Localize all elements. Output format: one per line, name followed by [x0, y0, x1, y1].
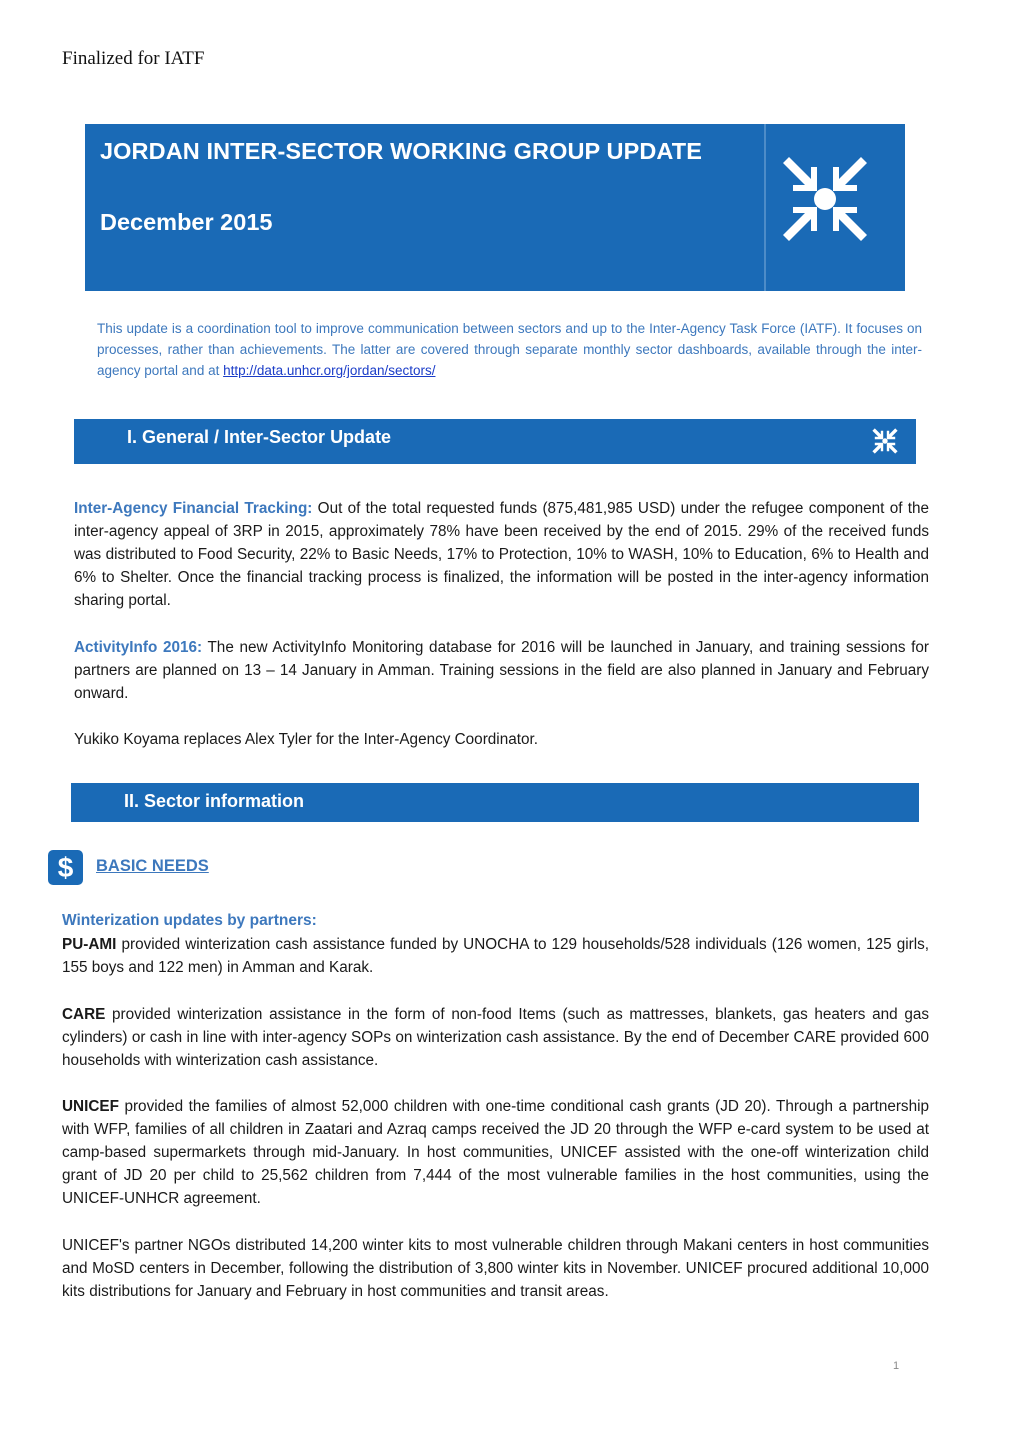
unicef-paragraph	[62, 1095, 929, 1210]
winterization-heading: Winterization updates by partners:	[62, 912, 317, 929]
puami-paragraph	[62, 933, 929, 979]
care-label: CARE	[62, 1006, 106, 1023]
activityinfo-paragraph	[74, 636, 929, 705]
unicef-label: UNICEF	[62, 1098, 119, 1115]
document-title: JORDAN INTER-SECTOR WORKING GROUP UPDATE	[100, 138, 702, 164]
banner-divider	[764, 124, 766, 291]
puami-label: PU-AMI	[62, 936, 117, 953]
intro-paragraph	[97, 318, 922, 381]
financial-tracking-label: Inter-Agency Financial Tracking:	[74, 500, 313, 517]
intro-text: This update is a coordination tool to improve communication between sectors and up to the Inter-Agency Task Force (IATF). It focuses on processes, rather than achievements. The latter are covered through separate monthly sector dashboards, available through the inter-agency portal and at	[97, 321, 922, 378]
converging-arrows-icon	[870, 426, 900, 456]
activityinfo-label: ActivityInfo 2016:	[74, 639, 203, 656]
page-number: 1	[893, 1360, 900, 1372]
unicef-text: provided the families of almost 52,000 children with one-time conditional cash grants (JD 20). Through a partnership with WFP, families of all children in Zaatari and Azraq camps received the JD 20 through the WFP e-card system to be used at camp-based supermarkets through mid-January. In host communities, UNICEF assisted with the one-off winterization child grant of JD 20 per child to 25,562 children from 7,444 of the most vulnerable families in the host communities, using the UNICEF-UNHCR agreement.	[62, 1098, 929, 1207]
coordinator-paragraph: Yukiko Koyama replaces Alex Tyler for the Inter-Agency Coordinator.	[74, 731, 538, 748]
financial-tracking-paragraph	[74, 497, 929, 612]
section-general-header	[74, 419, 916, 464]
section-sector-header	[71, 783, 919, 822]
dollar-icon: $	[48, 850, 83, 885]
care-text: provided winterization assistance in the form of non-food Items (such as mattresses, blankets, gas heaters and gas cylinders) or cash in line with inter-agency SOPs on winterization cash assistance. By the end of December CARE provided 600 households with winterization cash assistance.	[62, 1006, 929, 1069]
basic-needs-link[interactable]: BASIC NEEDS	[96, 857, 209, 875]
document-date: December 2015	[100, 209, 273, 235]
financial-tracking-text: Out of the total requested funds (875,481,985 USD) under the refugee component of the inter-agency appeal of 3RP in 2015, approximately 78% have been received by the end of 2015. 29% of the received funds was distributed to Food Security, 22% to Basic Needs, 17% to Protection, 10% to WASH, 10% to Education, 6% to Health and 6% to Shelter. Once the financial tracking process is finalized, the information will be posted in the inter-agency information sharing portal.	[74, 500, 929, 609]
puami-text: provided winterization cash assistance funded by UNOCHA to 129 households/528 individuals (126 women, 125 girls, 155 boys and 122 men) in Amman and Karak.	[62, 936, 929, 976]
title-banner	[85, 124, 905, 291]
care-paragraph	[62, 1003, 929, 1072]
section-sector-title: II. Sector information	[124, 791, 305, 811]
converging-arrows-icon	[775, 149, 875, 249]
unicef-partners-paragraph: UNICEF's partner NGOs distributed 14,200 winter kits to most vulnerable children through Makani centers in host communities and MoSD centers in December, following the distribution of 3,800 winter kits in November. UNICEF procured additional 10,000 kits distributions for January and February in host communities and transit areas.	[62, 1237, 929, 1300]
activityinfo-text: The new ActivityInfo Monitoring database for 2016 will be launched in January, and training sessions for partners are planned on 13 – 14 January in Amman. Training sessions in the field are also planned in January and February onward.	[74, 639, 929, 702]
section-general-title: I. General / Inter-Sector Update	[127, 427, 392, 447]
header-note: Finalized for IATF	[62, 48, 205, 69]
sectors-link[interactable]: http://data.unhcr.org/jordan/sectors/	[223, 363, 436, 378]
